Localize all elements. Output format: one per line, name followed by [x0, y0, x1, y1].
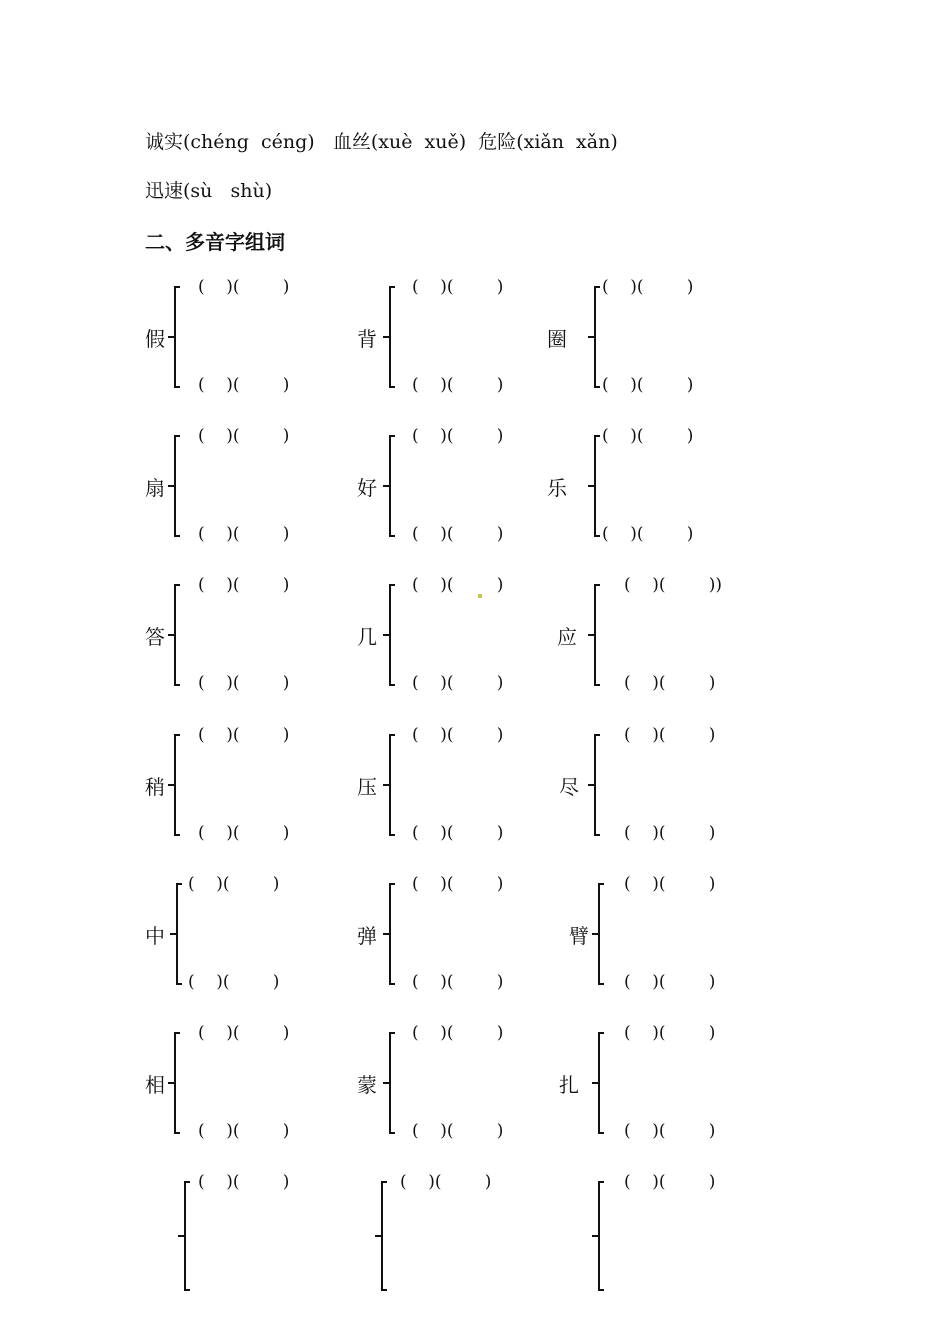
brace-icon: [587, 583, 601, 687]
polyphonic-char: 蒙: [357, 1073, 377, 1097]
blank-pair-top[interactable]: ( )( ): [198, 1023, 290, 1043]
brace-icon: [167, 285, 181, 389]
blank-pair-bottom[interactable]: ( )( ): [412, 673, 504, 693]
section-title: 二、多音字组词: [145, 230, 285, 254]
brace-icon: [167, 733, 181, 837]
brace-icon: [591, 1180, 605, 1292]
brace-icon: [591, 1031, 605, 1135]
blank-pair-top[interactable]: ( )( )): [624, 575, 723, 595]
brace-icon: [382, 882, 396, 986]
polyphonic-char: 尽: [559, 775, 579, 799]
blank-pair-top[interactable]: ( )( ): [412, 1023, 504, 1043]
polyphonic-char: 圈: [547, 327, 567, 351]
brace-icon: [591, 882, 605, 986]
brace-icon: [167, 1031, 181, 1135]
brace-icon: [177, 1180, 191, 1292]
blank-pair-bottom[interactable]: ( )( ): [412, 972, 504, 992]
brace-icon: [587, 434, 601, 538]
brace-icon: [382, 1031, 396, 1135]
blank-pair-bottom[interactable]: ( )( ): [624, 673, 716, 693]
blank-pair-top[interactable]: ( )( ): [412, 575, 504, 595]
blank-pair-bottom[interactable]: ( )( ): [412, 524, 504, 544]
brace-icon: [167, 434, 181, 538]
blank-pair-top[interactable]: ( )( ): [624, 1172, 716, 1192]
polyphonic-char: 背: [357, 327, 377, 351]
polyphonic-char: 应: [557, 625, 577, 649]
blank-pair-top[interactable]: ( )( ): [624, 725, 716, 745]
polyphonic-char: 扇: [145, 476, 165, 500]
pinyin-choice-line-2: 迅速(sù shù): [145, 180, 273, 202]
polyphonic-char: 假: [145, 327, 165, 351]
brace-icon: [587, 733, 601, 837]
blank-pair-bottom[interactable]: ( )( ): [624, 1121, 716, 1141]
polyphonic-char: 弹: [357, 924, 377, 948]
blank-pair-top[interactable]: ( )( ): [188, 874, 280, 894]
blank-pair-bottom[interactable]: ( )( ): [624, 972, 716, 992]
brace-icon: [167, 583, 181, 687]
blank-pair-bottom[interactable]: ( )( ): [198, 673, 290, 693]
blank-pair-top[interactable]: ( )( ): [602, 426, 694, 446]
blank-pair-bottom[interactable]: ( )( ): [412, 1121, 504, 1141]
blank-pair-top[interactable]: ( )( ): [198, 1172, 290, 1192]
blank-pair-bottom[interactable]: ( )( ): [602, 524, 694, 544]
blank-pair-bottom[interactable]: ( )( ): [198, 1121, 290, 1141]
blank-pair-top[interactable]: ( )( ): [624, 1023, 716, 1043]
blank-pair-top[interactable]: ( )( ): [400, 1172, 492, 1192]
blank-pair-top[interactable]: ( )( ): [624, 874, 716, 894]
blank-pair-bottom[interactable]: ( )( ): [198, 524, 290, 544]
blank-pair-top[interactable]: ( )( ): [412, 874, 504, 894]
brace-icon: [374, 1180, 388, 1292]
brace-icon: [382, 434, 396, 538]
blank-pair-top[interactable]: ( )( ): [198, 725, 290, 745]
blank-pair-bottom[interactable]: ( )( ): [188, 972, 280, 992]
polyphonic-char: 几: [357, 625, 377, 649]
polyphonic-char: 相: [145, 1073, 165, 1097]
polyphonic-char: 乐: [547, 476, 567, 500]
brace-icon: [382, 733, 396, 837]
blank-pair-top[interactable]: ( )( ): [198, 277, 290, 297]
polyphonic-char: 压: [357, 775, 377, 799]
polyphonic-char: 扎: [559, 1073, 579, 1097]
polyphonic-char: 臂: [569, 924, 589, 948]
polyphonic-char: 答: [145, 625, 165, 649]
blank-pair-bottom[interactable]: ( )( ): [412, 375, 504, 395]
blank-pair-bottom[interactable]: ( )( ): [412, 823, 504, 843]
blank-pair-top[interactable]: ( )( ): [412, 725, 504, 745]
polyphonic-char: 好: [357, 476, 377, 500]
brace-icon: [382, 285, 396, 389]
brace-icon: [587, 285, 601, 389]
brace-icon: [382, 583, 396, 687]
polyphonic-char: 中: [145, 924, 165, 948]
blank-pair-top[interactable]: ( )( ): [412, 277, 504, 297]
blank-pair-bottom[interactable]: ( )( ): [602, 375, 694, 395]
pinyin-choice-line-1: 诚实(chéng céng) 血丝(xuè xuě) 危险(xiǎn xǎn): [145, 131, 618, 153]
blank-pair-top[interactable]: ( )( ): [198, 575, 290, 595]
blank-pair-bottom[interactable]: ( )( ): [624, 823, 716, 843]
polyphonic-char: 稍: [145, 775, 165, 799]
blank-pair-bottom[interactable]: ( )( ): [198, 823, 290, 843]
brace-icon: [169, 882, 183, 986]
blank-pair-top[interactable]: ( )( ): [198, 426, 290, 446]
blank-pair-top[interactable]: ( )( ): [602, 277, 694, 297]
blank-pair-bottom[interactable]: ( )( ): [198, 375, 290, 395]
blank-pair-top[interactable]: ( )( ): [412, 426, 504, 446]
